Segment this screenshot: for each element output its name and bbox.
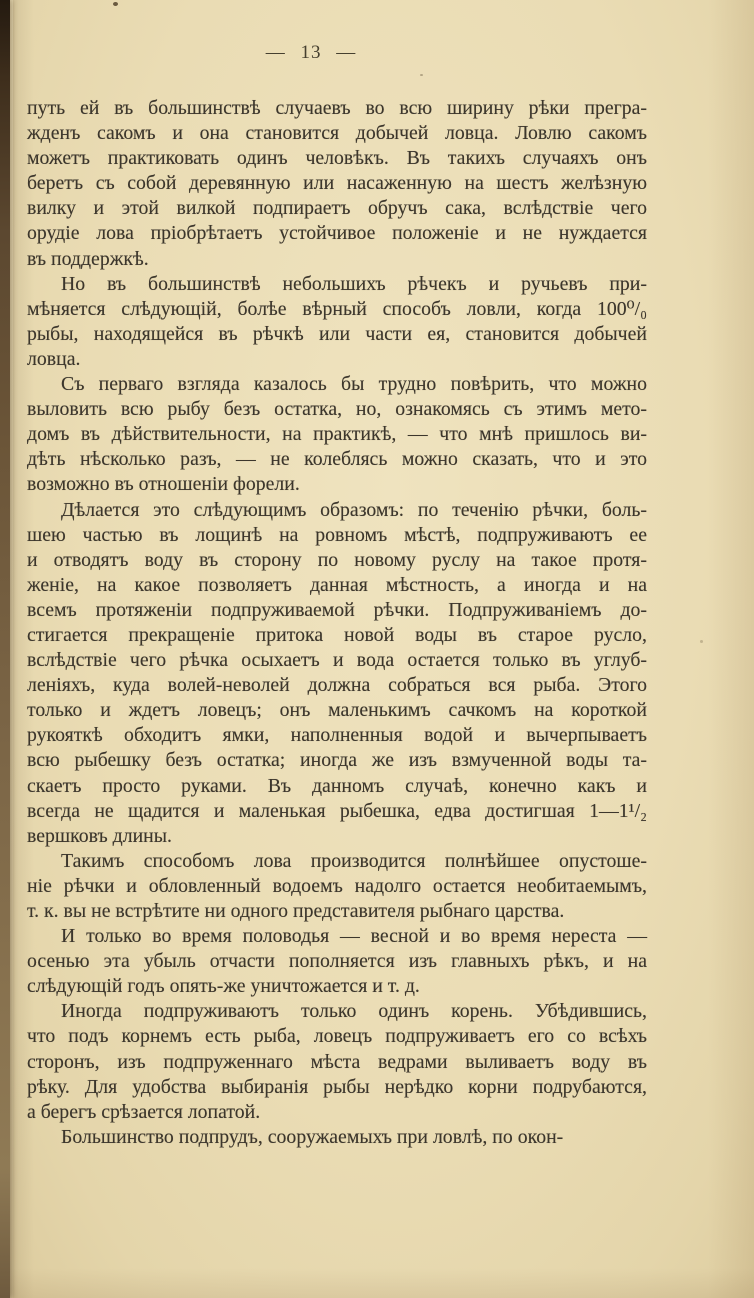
paragraph — [27, 999, 647, 1124]
paragraph — [27, 272, 647, 372]
text-line: Но въ большинствѣ небольшихъ рѣчекъ и ручьевъ при- — [61, 272, 647, 295]
text-line: ніе рѣчки и обловленный водоемъ надолго остается необитаемымъ, — [27, 874, 647, 897]
text-line: выловить всю рыбу безъ остатка, но, ознакомясь съ этимъ мето- — [27, 398, 647, 421]
text-line: скаетъ просто руками. Въ данномъ случаѣ, конечно какъ и — [27, 774, 647, 797]
text-line: осенью эта убыль отчасти пополняется изъ главныхъ рѣкъ, и на — [27, 950, 647, 973]
text-line: рукояткѣ обходитъ ямки, наполненныя водой и вычерпываетъ — [27, 724, 647, 747]
text-line: женіе, на какое позволяетъ данная мѣстность, а иногда и на — [27, 573, 647, 596]
paper-speck — [113, 2, 118, 6]
text-line: только и ждетъ ловецъ; онъ маленькимъ сачкомъ на короткой — [27, 699, 647, 722]
paragraph — [27, 96, 647, 272]
paragraph — [27, 849, 647, 924]
text-line: стигается прекращеніе притока новой воды въ старое русло, — [27, 623, 647, 646]
page-number: — 13 — — [265, 42, 357, 63]
text-line: леніяхъ, куда волей-неволей должна собраться вся рыба. Этого — [27, 674, 647, 697]
text-line: шею частью въ лощинѣ на ровномъ мѣстѣ, подпруживаютъ ее — [27, 523, 647, 546]
text-line: беретъ съ собой деревянную или насаженную на шестъ желѣзную — [27, 172, 647, 195]
text-line: сторонъ, изъ подпруженнаго мѣста ведрами выливаетъ воду въ — [27, 1050, 647, 1073]
binding-edge — [0, 0, 10, 1298]
text-line: орудіе лова пріобрѣтаетъ устойчивое положеніе и не нуждается — [27, 222, 647, 245]
text-line: дѣть нѣсколько разъ, — не колеблясь можно сказать, что и это — [27, 448, 647, 471]
text-line: Большинство подпрудъ, сооружаемыхъ при ловлѣ, по окон- — [61, 1125, 564, 1148]
text-line: слѣдующій годъ опять-же уничтожается и т. д. — [27, 975, 420, 998]
page-header — [27, 42, 647, 64]
text-line: жденъ сакомъ и она становится добычей ловца. Ловлю сакомъ — [27, 122, 647, 145]
text-line: всегда не щадится и маленькая рыбешка, едва достигшая 1—1¹/₂ — [27, 799, 647, 822]
text-line: Дѣлается это слѣдующимъ образомъ: по теченію рѣчки, боль- — [61, 498, 647, 521]
paragraph — [27, 372, 647, 497]
paragraph — [27, 498, 647, 849]
text-line: рѣку. Для удобства выбиранія рыбы нерѣдко корни подрубаются, — [27, 1075, 647, 1098]
text-line: вершковъ длины. — [27, 824, 172, 847]
text-line: а берегъ срѣзается лопатой. — [27, 1100, 261, 1123]
paragraph — [27, 1125, 647, 1150]
paper-speck — [700, 640, 703, 643]
paragraph — [27, 924, 647, 999]
text-line: въ поддержкѣ. — [27, 247, 149, 270]
text-line: всю рыбешку безъ остатка; иногда же изъ взмученной воды та- — [27, 749, 647, 772]
paper-speck — [420, 74, 423, 76]
text-line: ловца. — [27, 347, 81, 370]
text-line: Иногда подпруживаютъ только одинъ корень. Убѣдившись, — [61, 1000, 647, 1023]
text-line: рыбы, находящейся въ рѣчкѣ или части ея, становится добычей — [27, 322, 647, 345]
text-line: домъ въ дѣйствительности, на практикѣ, — что мнѣ пришлось ви- — [27, 423, 647, 446]
text-line: путь ей въ большинствѣ случаевъ во всю ширину рѣки прегра- — [27, 97, 647, 119]
text-line: вслѣдствіе чего рѣчка осыхаетъ и вода остается только въ углуб- — [27, 649, 647, 672]
text-line: можетъ практиковать одинъ человѣкъ. Въ такихъ случаяхъ онъ — [27, 147, 647, 170]
text-line: всемъ протяженіи подпруживаемой рѣчки. Подпруживаніемъ до- — [27, 598, 647, 621]
page-text — [27, 96, 647, 1150]
text-line: т. к. вы не встрѣтите ни одного представителя рыбнаго царства. — [27, 900, 565, 922]
text-line: возможно въ отношеніи форели. — [27, 473, 300, 496]
text-line: И только во время половодья — весной и во время нереста — — [61, 925, 647, 948]
text-line: что подъ корнемъ есть рыба, ловецъ подпруживаетъ его со всѣхъ — [27, 1025, 647, 1048]
text-line: Такимъ способомъ лова производится полнѣйшее опустоше- — [61, 849, 647, 872]
text-line: мѣняется слѣдующій, болѣе вѣрный способъ ловли, когда 100⁰/₀ — [27, 297, 647, 320]
text-line: и отводятъ воду въ сторону по новому руслу на такое протя- — [27, 548, 647, 571]
text-line: вилку и этой вилкой подпираетъ обручъ сака, вслѣдствіе чего — [27, 197, 647, 220]
binding-edge-highlight — [10, 0, 13, 1298]
text-line: Съ перваго взгляда казалось бы трудно повѣрить, что можно — [61, 373, 647, 396]
